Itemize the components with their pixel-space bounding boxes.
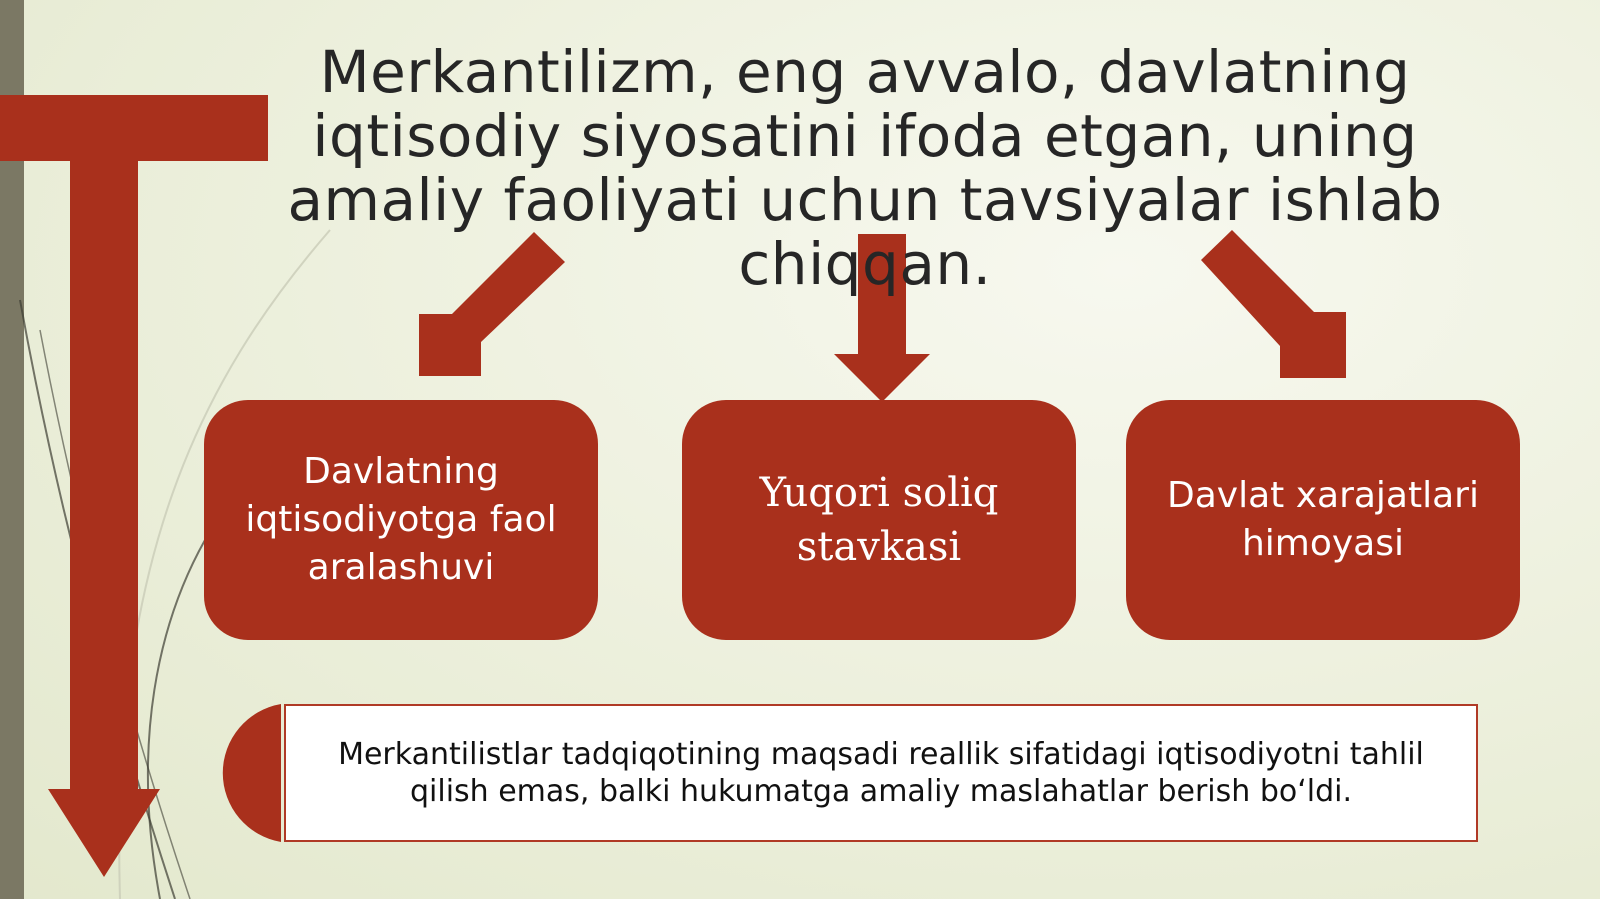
bent-arrow-head: [48, 789, 160, 877]
decorative-curve: [148, 540, 205, 899]
box-label: Davlat xarajatlari himoyasi: [1167, 475, 1479, 564]
box-label: Davlatning iqtisodiyotga faol aralashuvi: [245, 451, 557, 588]
note-half-circle: [223, 704, 281, 842]
box-state-expenditure: [1126, 400, 1520, 640]
box-high-tax-rate: [682, 400, 1076, 640]
note-text: Merkantilistlar tadqiqotining maqsadi reallik sifatidagi iqtisodiyotni tahlil qilish emas, balki hukumatga amaliy maslahatlar berish bo‘ldi.: [338, 737, 1424, 809]
note-box: [284, 704, 1478, 842]
box-label: Yuqori soliq stavkasi: [759, 470, 999, 570]
bent-arrow-shaft: [70, 95, 138, 795]
slide-title: Merkantilizm, eng avvalo, davlatning iqtisodiy siyosatini ifoda etgan, uning amaliy faoliyati uchun tavsiyalar ishlab chiqqan.: [287, 38, 1443, 298]
box-active-intervention: [204, 400, 598, 640]
